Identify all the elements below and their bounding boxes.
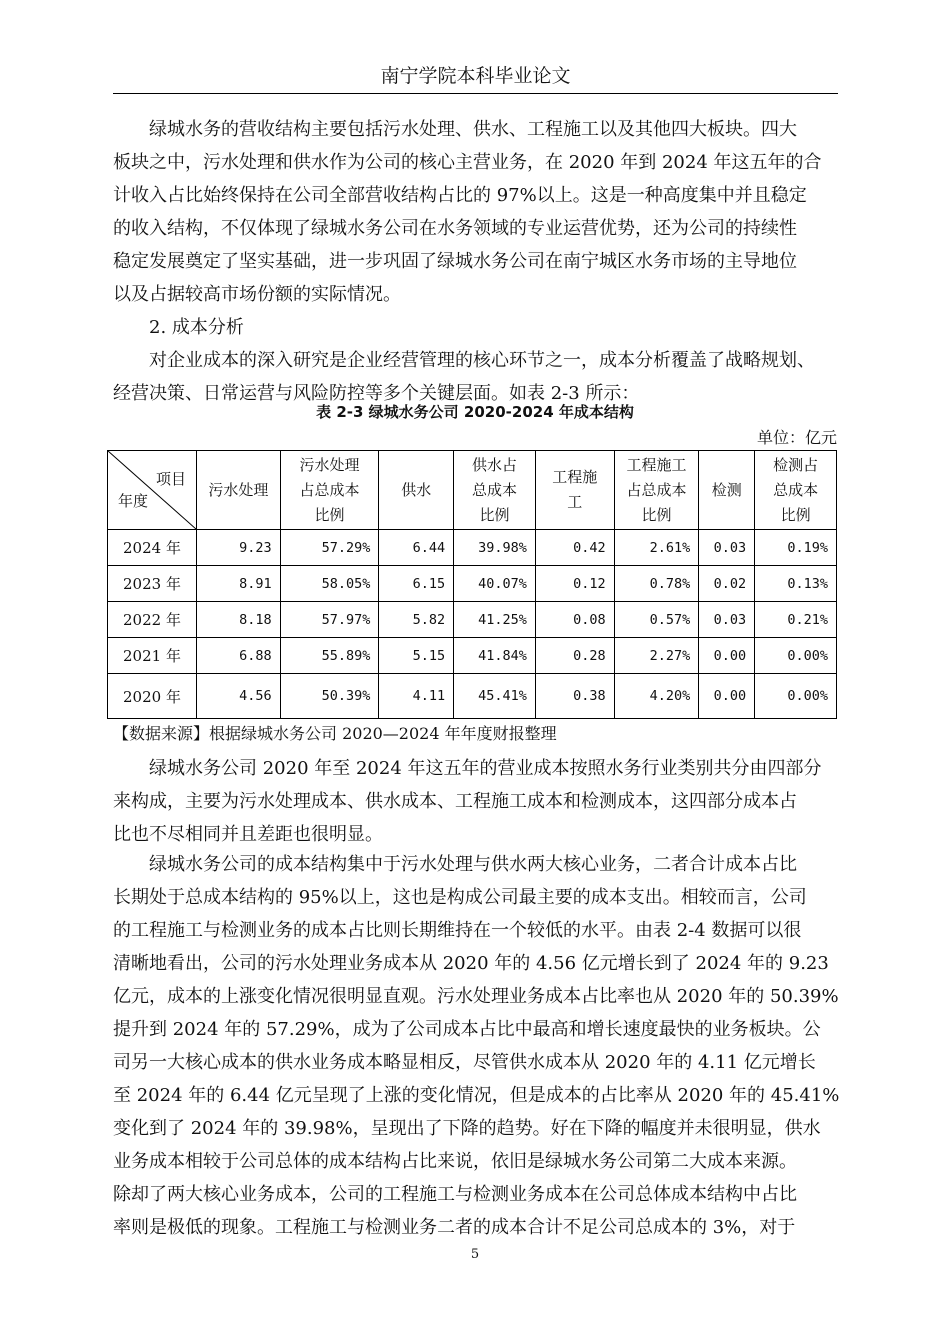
table-cell: 41.25% <box>454 602 536 638</box>
cost-structure-table <box>107 450 837 719</box>
table-row <box>108 566 837 602</box>
table-cell: 0.21% <box>755 602 837 638</box>
table-cell: 5.15 <box>379 638 454 674</box>
table-cell: 0.28 <box>535 638 614 674</box>
table-cell: 0.42 <box>535 530 614 566</box>
table-cell: 0.19% <box>755 530 837 566</box>
paragraph-cost-analysis <box>113 848 840 1244</box>
table-row <box>108 638 837 674</box>
text-line: 亿元，成本的上涨变化情况很明显直观。污水处理业务成本占比率也从 2020 年的 50.39% <box>113 986 839 1007</box>
table-cell: 6.15 <box>379 566 454 602</box>
table-cell: 0.38 <box>535 674 614 719</box>
table-cell: 2024 年 <box>108 530 197 566</box>
table-cell: 0.00 <box>699 638 755 674</box>
table-cell: 0.00 <box>699 674 755 719</box>
header-cell: 供水占 总成本 比例 <box>454 451 536 530</box>
table-cell: 0.03 <box>699 530 755 566</box>
text-line: 稳定发展奠定了坚实基础，进一步巩固了绿城水务公司在南宁城区水务市场的主导地位 <box>113 251 797 272</box>
header-cell: 检测占 总成本 比例 <box>755 451 837 530</box>
table-cell: 6.44 <box>379 530 454 566</box>
text-line: 绿城水务的营收结构主要包括污水处理、供水、工程施工以及其他四大板块。四大 <box>113 119 797 140</box>
table-cell: 0.03 <box>699 602 755 638</box>
table-cell: 2021 年 <box>108 638 197 674</box>
text-line: 比也不尽相同并且差距也很明显。 <box>113 824 383 845</box>
text-line: 的工程施工与检测业务的成本占比则长期维持在一个较低的水平。由表 2-4 数据可以很 <box>113 920 802 941</box>
table-row <box>108 674 837 719</box>
table-cell: 41.84% <box>454 638 536 674</box>
text-line: 以及占据较高市场份额的实际情况。 <box>113 284 401 305</box>
table-cell: 0.02 <box>699 566 755 602</box>
table-caption: 表 2-3 绿城水务公司 2020-2024 年成本结构 <box>316 403 634 421</box>
header-cell: 污水处理 占总成本 比例 <box>280 451 379 530</box>
table-cell: 0.12 <box>535 566 614 602</box>
text-line: 除却了两大核心业务成本，公司的工程施工与检测业务成本在公司总体成本结构中占比 <box>113 1184 797 1205</box>
text-line: 至 2024 年的 6.44 亿元呈现了上涨的变化情况，但是成本的占比率从 2020 年的 45.41% <box>113 1085 840 1106</box>
paragraph-cost-intro <box>113 344 837 410</box>
text-line: 绿城水务公司 2020 年至 2024 年这五年的营业成本按照水务行业类别共分由四部分 <box>113 758 822 779</box>
table-cell: 0.00% <box>755 674 837 719</box>
table-row <box>108 602 837 638</box>
header-cell: 检测 <box>699 451 755 530</box>
table-unit: 单位：亿元 <box>756 428 837 447</box>
text-line: 计收入占比始终保持在公司全部营收结构占比的 97%以上。这是一种高度集中并且稳定 <box>113 185 807 206</box>
table-cell: 4.56 <box>197 674 281 719</box>
page-number: 5 <box>470 1247 480 1262</box>
table-source-note: 【数据来源】根据绿城水务公司 2020—2024 年年度财报整理 <box>113 724 557 743</box>
table-cell: 9.23 <box>197 530 281 566</box>
table-cell: 40.07% <box>454 566 536 602</box>
table-cell: 4.20% <box>614 674 699 719</box>
text-line: 变化到了 2024 年的 39.98%，呈现出了下降的趋势。好在下降的幅度并未很明显，供水 <box>113 1118 821 1139</box>
header-cell: 污水处理 <box>197 451 281 530</box>
text-line: 板块之中，污水处理和供水作为公司的核心主营业务，在 2020 年到 2024 年这五年的合 <box>113 152 822 173</box>
header-cell: 工程施 工 <box>535 451 614 530</box>
text-line: 经营决策、日常运营与风险防控等多个关键层面。如表 2-3 所示： <box>113 383 640 404</box>
text-line: 对企业成本的深入研究是企业经营管理的核心环节之一，成本分析覆盖了战略规划、 <box>113 350 815 371</box>
corner-label-item: 项目 <box>155 470 186 488</box>
corner-label-year: 年度 <box>118 492 149 510</box>
table-cell: 2020 年 <box>108 674 197 719</box>
header-rule <box>113 93 838 94</box>
table-cell: 0.00% <box>755 638 837 674</box>
table-cell: 57.97% <box>280 602 379 638</box>
section-heading-text: 2. 成本分析 <box>113 317 244 338</box>
table-cell: 2.27% <box>614 638 699 674</box>
table-row <box>108 530 837 566</box>
table-cell: 0.57% <box>614 602 699 638</box>
table-cell: 4.11 <box>379 674 454 719</box>
table-cell: 57.29% <box>280 530 379 566</box>
table-cell: 2.61% <box>614 530 699 566</box>
text-line: 清晰地看出，公司的污水处理业务成本从 2020 年的 4.56 亿元增长到了 2024 年的 9.23 <box>113 953 829 974</box>
table-cell: 6.88 <box>197 638 281 674</box>
table-cell: 0.08 <box>535 602 614 638</box>
text-line: 业务成本相较于公司总体的成本结构占比来说，依旧是绿城水务公司第二大成本来源。 <box>113 1151 797 1172</box>
table-cell: 0.78% <box>614 566 699 602</box>
table-header-row <box>108 451 837 530</box>
table-cell: 58.05% <box>280 566 379 602</box>
text-line: 的收入结构，不仅体现了绿城水务公司在水务领域的专业运营优势，还为公司的持续性 <box>113 218 797 239</box>
header-cell: 工程施工 占总成本 比例 <box>614 451 699 530</box>
table-cell: 2022 年 <box>108 602 197 638</box>
running-header: 南宁学院本科毕业论文 <box>380 65 571 87</box>
header-cell: 供水 <box>379 451 454 530</box>
section-heading <box>113 311 837 344</box>
text-line: 率则是极低的现象。工程施工与检测业务二者的成本合计不足公司总成本的 3%，对于 <box>113 1217 796 1238</box>
table-cell: 8.18 <box>197 602 281 638</box>
table-cell: 45.41% <box>454 674 536 719</box>
corner-header-cell <box>108 451 197 530</box>
table-cell: 5.82 <box>379 602 454 638</box>
paragraph-revenue-structure <box>113 113 837 311</box>
table-cell: 0.13% <box>755 566 837 602</box>
text-line: 提升到 2024 年的 57.29%，成为了公司成本占比中最高和增长速度最快的业务板块。公 <box>113 1019 821 1040</box>
table-cell: 55.89% <box>280 638 379 674</box>
text-line: 绿城水务公司的成本结构集中于污水处理与供水两大核心业务，二者合计成本占比 <box>113 854 797 875</box>
text-line: 来构成，主要为污水处理成本、供水成本、工程施工成本和检测成本，这四部分成本占 <box>113 791 797 812</box>
text-line: 司另一大核心成本的供水业务成本略显相反，尽管供水成本从 2020 年的 4.11 亿元增长 <box>113 1052 816 1073</box>
table-cell: 2023 年 <box>108 566 197 602</box>
text-line: 长期处于总成本结构的 95%以上，这也是构成公司最主要的成本支出。相较而言，公司 <box>113 887 807 908</box>
paragraph-cost-composition <box>113 752 837 851</box>
table-cell: 39.98% <box>454 530 536 566</box>
table-cell: 8.91 <box>197 566 281 602</box>
table-cell: 50.39% <box>280 674 379 719</box>
